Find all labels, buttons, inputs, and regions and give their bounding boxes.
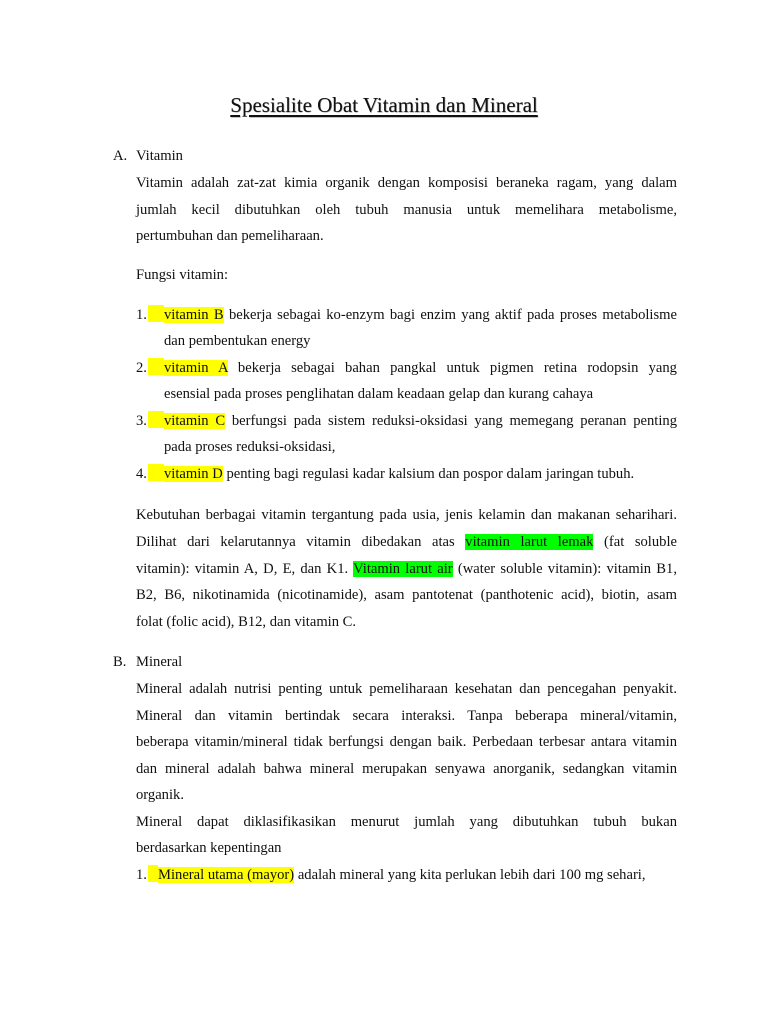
- fungsi-vitamin-label: Fungsi vitamin:: [136, 267, 229, 283]
- list-item: vitamin D penting bagi regulasi kadar kalsium dan pospor dalam jaringan tubuh.: [148, 461, 677, 488]
- mineral-para1-line-1: Mineral adalah nutrisi penting untuk pemeliharaan kesehatan dan pencegahan penyakit.: [136, 681, 677, 697]
- list-item: Mineral utama (mayor) adalah mineral yang kita perlukan lebih dari 100 mg sehari,: [148, 862, 677, 889]
- section-a-letter: A.: [113, 148, 128, 164]
- list-item: vitamin C berfungsi pada sistem reduksi-oksidasi yang memegang peranan penting: [148, 408, 677, 435]
- document-title: Spesialite Obat Vitamin dan Mineral: [230, 93, 538, 117]
- mineral-para1-line-5: organik.: [136, 787, 184, 803]
- section-b-letter: B.: [113, 654, 127, 670]
- highlight-vitamin-c: vitamin C: [164, 413, 226, 429]
- need-para-line-3: vitamin): vitamin A, D, E, dan K1. Vitamin larut air (water soluble vitamin): vitamin B1,: [136, 561, 677, 577]
- mineral-para1-line-4: dan mineral adalah bahwa mineral merupakan senyawa anorganik, sedangkan vitamin: [136, 761, 677, 777]
- vitamin-intro-line-1: Vitamin adalah zat-zat kimia organik dengan komposisi beraneka ragam, yang dalam: [136, 175, 677, 191]
- section-b-title: Mineral: [136, 654, 183, 670]
- need-para-line-1: Kebutuhan berbagai vitamin tergantung pada usia, jenis kelamin dan makanan seharihari.: [136, 507, 677, 523]
- vitamin-intro-line-2: jumlah kecil dibutuhkan oleh tubuh manusia untuk memelihara metabolisme,: [136, 202, 677, 218]
- highlight-vitamin-d: vitamin D: [164, 466, 223, 482]
- mineral-para2-line-1: Mineral dapat diklasifikasikan menurut jumlah yang dibutuhkan tubuh bukan: [136, 814, 677, 830]
- mineral-para1-line-2: Mineral dan vitamin bertindak secara interaksi. Tanpa beberapa mineral/vitamin,: [136, 708, 677, 724]
- need-para-line-4: B2, B6, nikotinamida (nicotinamide), asam pantotenat (panthotenic acid), biotin, asam: [136, 587, 677, 603]
- list-item-number: 1.: [136, 307, 147, 323]
- list-item-continuation: dan pembentukan energy: [164, 333, 311, 349]
- vitamin-intro-line-3: pertumbuhan dan pemeliharaan.: [136, 228, 324, 244]
- highlight-vitamin-larut-lemak: vitamin larut lemak: [465, 534, 594, 550]
- list-item-number: 3.: [136, 413, 147, 429]
- mineral-para1-line-3: beberapa vitamin/mineral tidak berfungsi dengan baik. Perbedaan terbesar antara vitamin: [136, 734, 677, 750]
- section-b-heading: [113, 649, 313, 676]
- list-item-continuation: pada proses reduksi-oksidasi,: [164, 439, 336, 455]
- list-item: vitamin B bekerja sebagai ko-enzym bagi enzim yang aktif pada proses metabolisme: [148, 302, 677, 329]
- list-item-number: 4.: [136, 466, 147, 482]
- need-para-line-2: Dilihat dari kelarutannya vitamin dibedakan atas vitamin larut lemak (fat soluble: [136, 534, 677, 550]
- list-item-number: 2.: [136, 360, 147, 376]
- list-item-continuation: esensial pada proses penglihatan dalam keadaan gelap dan kurang cahaya: [164, 386, 594, 402]
- section-a-title: Vitamin: [136, 148, 183, 164]
- highlight-vitamin-larut-air: Vitamin larut air: [353, 561, 453, 577]
- highlight-vitamin-b: vitamin B: [164, 307, 224, 323]
- need-para-line-5: folat (folic acid), B12, dan vitamin C.: [136, 614, 357, 630]
- highlight-mineral-utama: Mineral utama (mayor): [158, 867, 295, 883]
- section-a-heading: [113, 143, 313, 170]
- highlight-vitamin-a: vitamin A: [164, 360, 228, 376]
- mineral-para2-line-2: berdasarkan kepentingan: [136, 840, 282, 856]
- list-item-number: 1.: [136, 867, 147, 883]
- list-item: vitamin A bekerja sebagai bahan pangkal untuk pigmen retina rodopsin yang: [148, 355, 677, 382]
